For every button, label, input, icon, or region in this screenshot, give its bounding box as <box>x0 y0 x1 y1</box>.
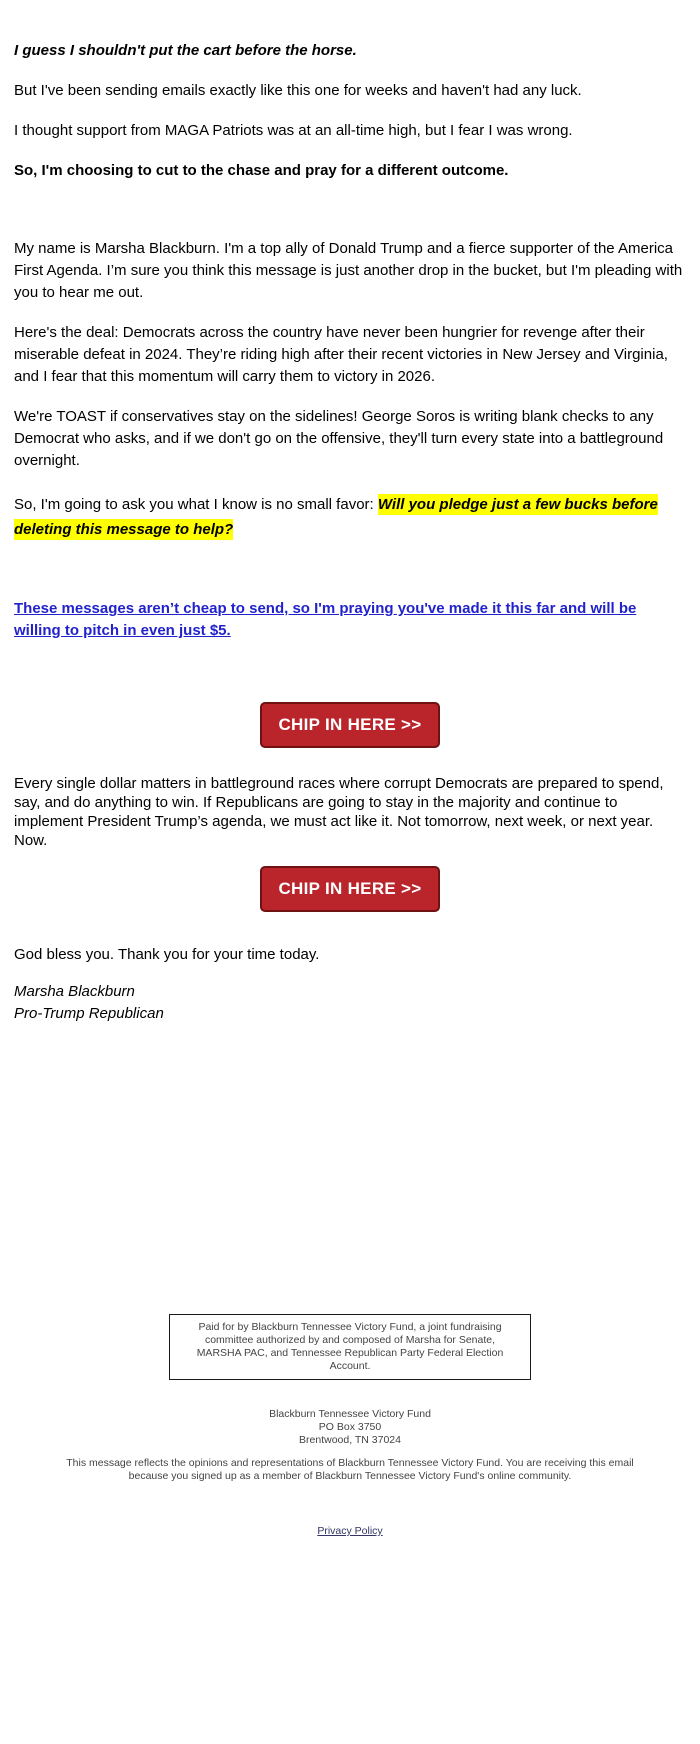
paragraph-every-dollar: Every single dollar matters in battleground races where corrupt Democrats are prepared to spend, say, and do anything to win. If Republicans are going to stay in the majority and continue to implement President Trump’s agenda, we must act like it. Not tomorrow, next week, or next year. Now. <box>14 775 664 849</box>
paragraph-pitch-link <box>14 598 686 642</box>
privacy-policy-link[interactable]: Privacy Policy <box>317 1525 383 1537</box>
footer-spacer <box>14 1025 686 1314</box>
paragraph-no-luck: But I've been sending emails exactly like this one for weeks and haven't had any luck. <box>14 82 582 99</box>
ask-highlighted-text: Will you pledge just a few bucks before deleting this message to help? <box>14 496 658 538</box>
paragraph-ask <box>14 492 686 542</box>
button-row-1 <box>14 702 686 748</box>
paragraph-maga-support: I thought support from MAGA Patriots was at an all-time high, but I fear I was wrong. <box>14 122 573 139</box>
chip-in-button-1[interactable]: CHIP IN HERE >> <box>260 702 439 748</box>
address-line-2: PO Box 3750 <box>318 1421 382 1433</box>
button-row-2 <box>14 866 686 912</box>
ask-prefix: So, I'm going to ask you what I know is no small favor: <box>14 496 378 513</box>
paragraph-toast: We're TOAST if conservatives stay on the sidelines! George Soros is writing blank checks to any Democrat who asks, and if we don't go on the offensive, they'll turn every state into a battleground overnight. <box>14 408 664 469</box>
paragraph-cut-to-chase: So, I'm choosing to cut to the chase and pray for a different outcome. <box>14 162 509 179</box>
paid-for-disclaimer-box: Paid for by Blackburn Tennessee Victory Fund, a joint fundraising committee authorized by and composed of Marsha for Senate, MARSHA PAC, and Tennessee Republican Party Federal Election Account. <box>169 1314 531 1380</box>
address-line-1: Blackburn Tennessee Victory Fund <box>269 1408 431 1420</box>
opt-in-notice: This message reflects the opinions and representations of Blackburn Tennessee Victory Fund. You are receiving this email because you signed up as a member of Blackburn Tennessee Victory Fund's online community. <box>66 1457 634 1482</box>
paragraph-intro: My name is Marsha Blackburn. I'm a top ally of Donald Trump and a fierce supporter of the America First Agenda. I’m sure you think this message is just another drop in the bucket, but I'm pleading with you to hear me out. <box>14 240 683 301</box>
paragraph-god-bless: God bless you. Thank you for your time today. <box>14 946 320 963</box>
privacy-row <box>14 1525 686 1538</box>
postal-address <box>14 1408 686 1447</box>
signature <box>14 981 686 1025</box>
signature-name: Marsha Blackburn <box>14 983 135 1000</box>
chip-in-button-2[interactable]: CHIP IN HERE >> <box>260 866 439 912</box>
paragraph-the-deal: Here's the deal: Democrats across the country have never been hungrier for revenge after their miserable defeat in 2024. They’re riding high after their recent victories in New Jersey and Virginia, and I fear that this momentum will carry them to victory in 2026. <box>14 324 668 385</box>
address-line-3: Brentwood, TN 37024 <box>299 1434 401 1446</box>
signature-title: Pro-Trump Republican <box>14 1005 164 1022</box>
opening-line: I guess I shouldn't put the cart before the horse. <box>14 42 357 59</box>
pitch-in-link[interactable]: These messages aren’t cheap to send, so I'm praying you've made it this far and will be willing to pitch in even just $5. <box>14 600 637 639</box>
